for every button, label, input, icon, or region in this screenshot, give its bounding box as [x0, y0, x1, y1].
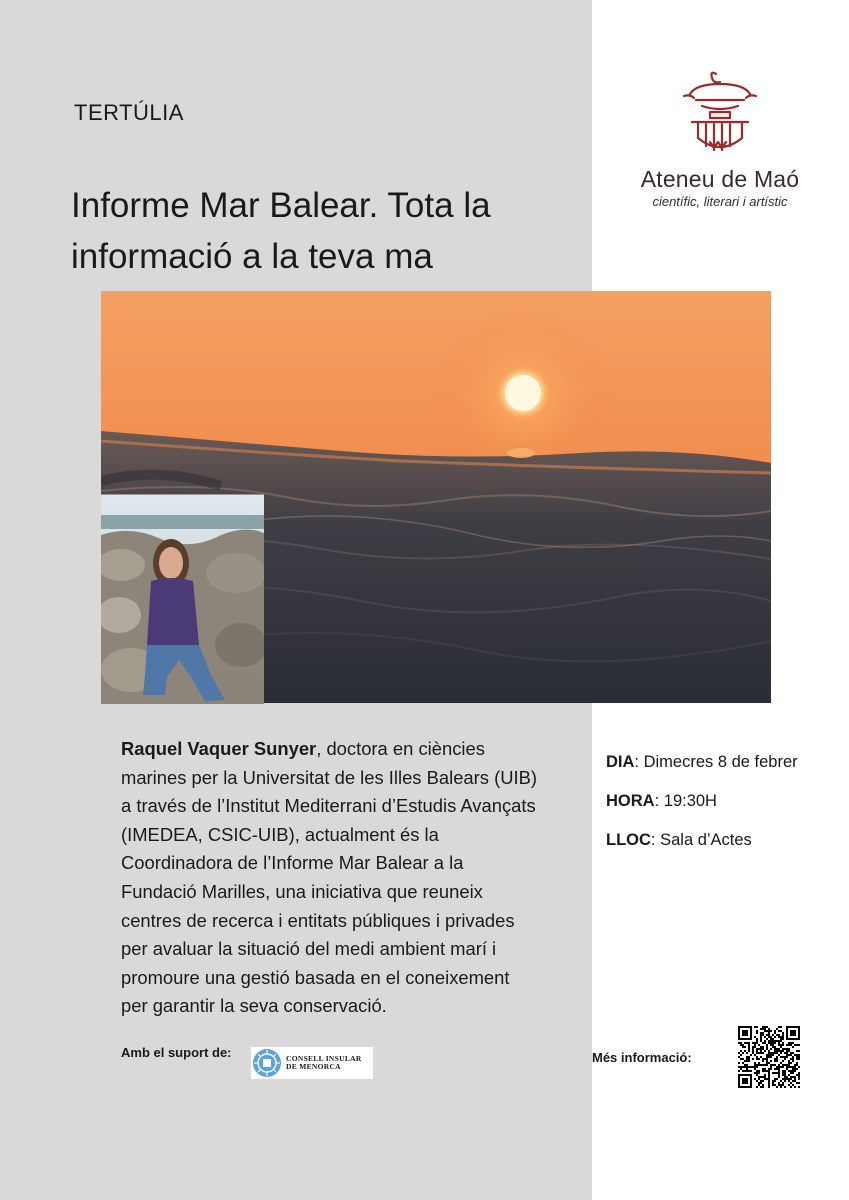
detail-place — [606, 830, 798, 850]
time-label: HORA — [606, 792, 655, 810]
ateneu-logo — [630, 68, 810, 209]
speaker-portrait — [101, 494, 264, 704]
time-value: : 19:30H — [654, 792, 717, 810]
day-label: DIA — [606, 753, 635, 771]
logo-subtitle: científic, literari i artístic — [652, 194, 788, 209]
qr-code[interactable] — [736, 1024, 802, 1090]
day-value: : Dimecres 8 de febrer — [634, 753, 798, 771]
detail-time — [606, 791, 798, 811]
speaker-bio — [121, 735, 541, 1021]
sponsor-name-line1: CONSELL INSULAR — [286, 1053, 362, 1063]
consell-insular-logo — [251, 1047, 373, 1079]
speaker-name: Raquel Vaquer Sunyer — [121, 738, 317, 759]
detail-day — [606, 752, 798, 772]
speaker-bio-text: , doctora en ciències marines per la Universitat de les Illes Balears (UIB) a través de l’Institut Mediterrani d’Estudis Avançats (IMEDEA, CSIC-UIB), actualment és la Coordinadora de l’Informe Mar Balear a la Fundació Marilles, una iniciativa que reuneix centres de recerca i entitats públiques i privades per avaluar la situació del medi ambient marí i promoure una gestió basada en el coneixement per garantir la seva conservació. — [121, 738, 537, 1017]
event-title: Informe Mar Balear. Tota la informació a la teva ma — [71, 186, 491, 276]
place-label: LLOC — [606, 831, 651, 849]
sponsor-name-line2: DE MENORCA — [286, 1062, 341, 1071]
event-details — [606, 752, 798, 869]
more-info-label: Més informació: — [592, 1050, 692, 1065]
logo-name: Ateneu de Maó — [640, 166, 800, 192]
ateneu-emblem-icon — [680, 68, 760, 162]
place-value: : Sala d’Actes — [650, 831, 752, 849]
consell-insular-emblem-icon — [251, 1047, 283, 1079]
support-label: Amb el suport de: — [121, 1045, 232, 1060]
event-kicker: TERTÚLIA — [74, 100, 184, 125]
